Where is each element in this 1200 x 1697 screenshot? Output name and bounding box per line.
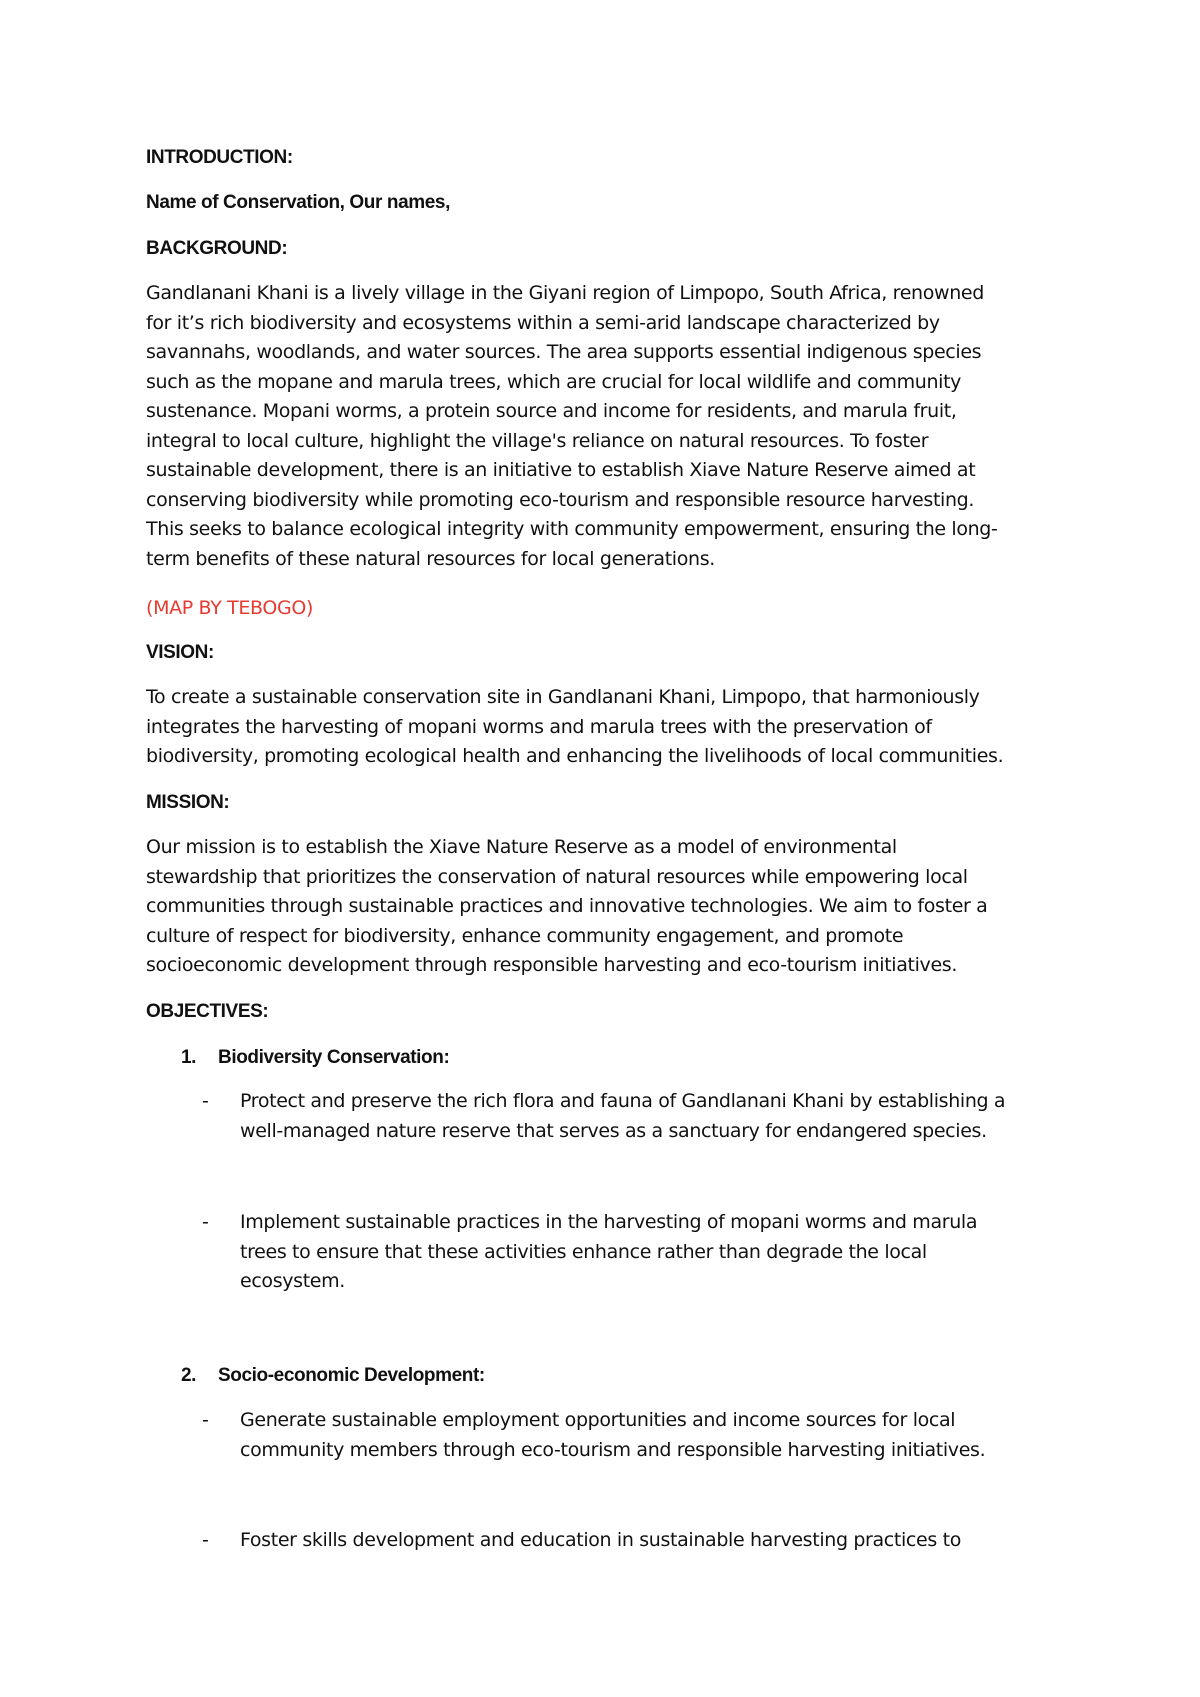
objective-heading	[181, 1046, 449, 1070]
vision-paragraph	[146, 683, 1086, 772]
background-line: Gandlanani Khani is a lively village in the Giyani region of Limpopo, South Africa, renowned	[146, 282, 984, 304]
objective-heading	[181, 1364, 485, 1388]
names-heading: Name of Conservation, Our names,	[146, 192, 450, 213]
objective-title: Socio-economic Development:	[218, 1365, 485, 1386]
bullet-line: trees to ensure that these activities enhance rather than degrade the local	[240, 1240, 927, 1263]
bullet-text	[240, 1526, 961, 1556]
mission-line: communities through sustainable practices and innovative technologies. We aim to foster a	[146, 895, 988, 917]
vision-line: integrates the harvesting of mopani worms and marula trees with the preservation of	[146, 715, 932, 738]
bullet-line: Implement sustainable practices in the harvesting of mopani worms and marula	[240, 1211, 978, 1233]
bullet-line: Generate sustainable employment opportunities and income sources for local	[240, 1409, 956, 1431]
mission-line: socioeconomic development through responsible harvesting and eco-tourism initiatives.	[146, 954, 958, 976]
objective-title: Biodiversity Conservation:	[218, 1047, 450, 1068]
introduction-heading: INTRODUCTION:	[146, 147, 293, 168]
mission-paragraph	[146, 833, 1086, 981]
bullet-line: well-managed nature reserve that serves as a sanctuary for endangered species.	[240, 1119, 987, 1142]
background-line: This seeks to balance ecological integrity with community empowerment, ensuring the long-	[146, 518, 998, 540]
map-note: (MAP BY TEBOGO)	[146, 597, 314, 619]
dash-bullet-marker: -	[202, 1211, 209, 1233]
mission-heading: MISSION:	[146, 792, 230, 813]
vision-heading: VISION:	[146, 642, 214, 663]
background-line: such as the mopane and marula trees, which are crucial for local wildlife and community	[146, 370, 962, 393]
bullet-text	[240, 1208, 977, 1297]
bullet-line: Protect and preserve the rich flora and fauna of Gandlanani Khani by establishing a	[240, 1090, 1006, 1112]
background-line: sustenance. Mopani worms, a protein source and income for residents, and marula fruit,	[146, 400, 957, 422]
bullet-text	[240, 1406, 985, 1465]
objectives-heading: OBJECTIVES:	[146, 1001, 269, 1022]
background-heading: BACKGROUND:	[146, 238, 288, 259]
bullet-line: ecosystem.	[240, 1270, 345, 1292]
dash-bullet-marker: -	[202, 1090, 209, 1112]
dash-bullet-marker: -	[202, 1409, 209, 1431]
background-line: integral to local culture, highlight the village's reliance on natural resources. To foster	[146, 429, 929, 452]
mission-line: Our mission is to establish the Xiave Nature Reserve as a model of environmental	[146, 836, 897, 858]
background-line: term benefits of these natural resources for local generations.	[146, 547, 715, 570]
background-line: savannahs, woodlands, and water sources. The area supports essential indigenous species	[146, 341, 982, 363]
bullet-text	[240, 1087, 1005, 1146]
mission-line: stewardship that prioritizes the conservation of natural resources while empowering local	[146, 865, 968, 888]
bullet-line: community members through eco-tourism and responsible harvesting initiatives.	[240, 1438, 986, 1461]
background-paragraph	[146, 279, 1086, 574]
objective-number: 2.	[181, 1365, 197, 1386]
background-line: sustainable development, there is an initiative to establish Xiave Nature Reserve aimed at	[146, 459, 976, 481]
objective-number: 1.	[181, 1047, 197, 1068]
vision-line: biodiversity, promoting ecological health and enhancing the livelihoods of local communities.	[146, 745, 1004, 767]
dash-bullet-marker: -	[202, 1529, 209, 1551]
vision-line: To create a sustainable conservation site in Gandlanani Khani, Limpopo, that harmoniously	[146, 686, 980, 708]
bullet-line: Foster skills development and education in sustainable harvesting practices to	[240, 1529, 961, 1551]
mission-line: culture of respect for biodiversity, enhance community engagement, and promote	[146, 924, 904, 947]
background-line: for it’s rich biodiversity and ecosystems within a semi-arid landscape characterized by	[146, 311, 940, 334]
background-line: conserving biodiversity while promoting eco-tourism and responsible resource harvesting.	[146, 488, 975, 511]
